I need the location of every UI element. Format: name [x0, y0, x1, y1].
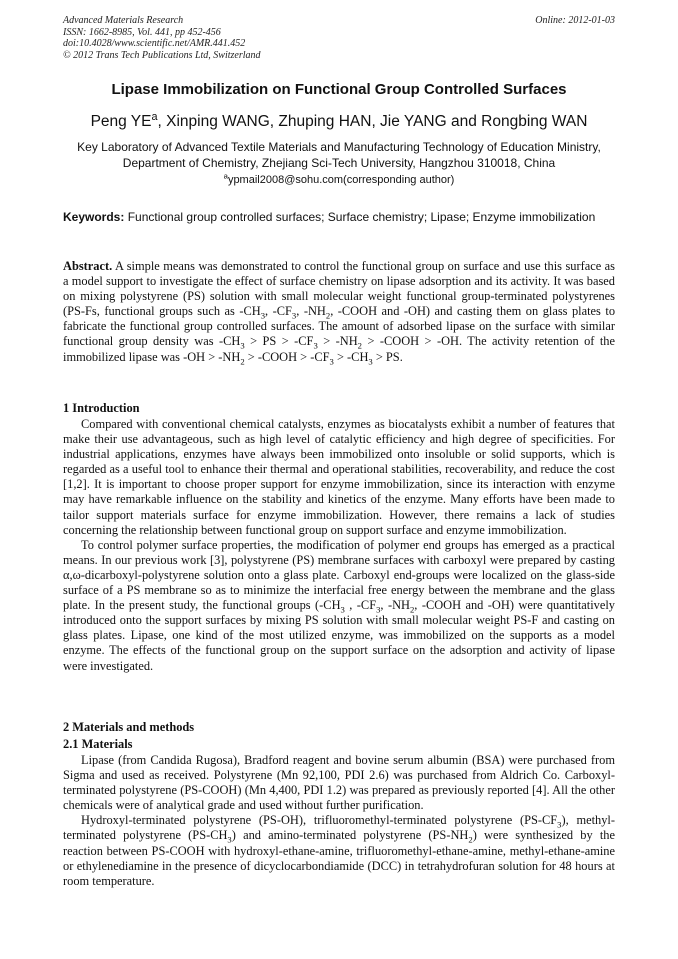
subscript: 2 — [357, 340, 362, 351]
section-heading-introduction: 1 Introduction — [63, 401, 140, 415]
subscript: 3 — [368, 356, 373, 367]
abstract — [63, 259, 615, 365]
abstract-text: > PS > -CF — [244, 334, 314, 349]
subscript: 3 — [313, 340, 318, 351]
materials-text: ), methyl-terminated polystyrene (PS-CH — [63, 813, 615, 843]
subscript: 3 — [329, 356, 334, 367]
subscript: 3 — [557, 819, 562, 830]
abstract-text: , -CF — [265, 304, 292, 319]
journal-issn: ISSN: 1662-8985, Vol. 441, pp 452-456 — [63, 26, 221, 38]
email-text: ypmail2008@sohu.com(corresponding author) — [227, 174, 455, 186]
abstract-text: , -NH — [296, 304, 326, 319]
journal-doi: doi:10.4028/www.scientific.net/AMR.441.452 — [63, 38, 246, 49]
abstract-text: > -CH — [333, 349, 369, 364]
abstract-text: > -NH — [317, 334, 358, 349]
intro-paragraph-2 — [63, 538, 615, 674]
materials-text: ) and amino-terminated polystyrene (PS-NH — [231, 828, 469, 843]
journal-name: Advanced Materials Research — [63, 15, 184, 26]
online-date: Online: 2012-01-03 — [535, 15, 615, 26]
subscript: 2 — [325, 310, 331, 321]
abstract-text: , -COOH and -OH) and casting them on glass plates to fabricate the functional group controlled surfaces. The amount of adsorbed lipase on the surface with similar functional group density was -CH — [63, 304, 616, 349]
subscript: 3 — [291, 310, 297, 321]
email-sup: a — [223, 171, 228, 181]
abstract-text: A simple means was demonstrated to control the functional group on surface and use this surface as a model support to investigate the effect of surface chemistry on lipase adsorption and its activity. It was based on mixing polystyrene (PS) solution with small molecular weight functional group-terminated polystyrenes (PS-Fs, functional groups such as -CH — [63, 259, 615, 319]
introduction-body — [63, 417, 615, 674]
author-rest: , Xinping WANG, Zhuping HAN, Jie YANG and Rongbing WAN — [157, 113, 588, 130]
intro-text: , -COOH and -OH) were quantitatively introduced onto the support surfaces by mixing PS solution with small molecular weight PS-F and casting on glass plates. Lipase, one kind of the most utilized enzyme, was immobilized on the supports as a model enzyme. The effects of the functional group on the support surface on the adsorption and activity of lipase were investigated. — [63, 598, 615, 673]
materials-text: Hydroxyl-terminated polystyrene (PS-OH), trifluoromethyl-terminated polystyrene (PS-CF — [81, 813, 558, 828]
abstract-text: > -COOH > -CF — [244, 349, 330, 364]
subscript: 2 — [240, 356, 245, 367]
intro-text: , -NH — [380, 598, 410, 613]
section-heading-methods: 2 Materials and methods — [63, 720, 195, 734]
intro-text: To control polymer surface properties, the modification of polymer end groups has emerged as a practical means. In our previous work [3], polystyrene (PS) membrane surfaces with carboxyl were prepared by casting α,ω-dicarboxyl-polystyrene solution onto a glass plate. Carboxyl end-groups were localized on the glass-side surface of a PS membrane so as to minimize the interfacial free energy between the membrane and the glass plate. In the present study, the functional groups (-CH — [63, 537, 615, 613]
subscript: 3 — [376, 604, 381, 615]
journal-copyright: © 2012 Trans Tech Publications Ltd, Switzerland — [63, 49, 261, 61]
affiliation — [63, 139, 615, 171]
affiliation-line2: Department of Chemistry, Zhejiang Sci-Tech University, Hangzhou 310018, China — [122, 156, 556, 170]
author-first-sup: a — [151, 110, 158, 123]
abstract-text: > -COOH > -OH. The activity retention of the immobilized lipase was -OH > -NH — [63, 334, 615, 364]
author-list — [63, 110, 615, 131]
author-first: Peng YE — [90, 113, 152, 130]
materials-paragraph-2 — [63, 813, 615, 888]
intro-text: , -CF — [344, 598, 377, 613]
abstract-text: > PS. — [372, 349, 403, 364]
keywords-text: Functional group controlled surfaces; Surface chemistry; Lipase; Enzyme immobilization — [124, 210, 596, 224]
journal-header — [63, 15, 615, 61]
paper-title: Lipase Immobilization on Functional Group Controlled Surfaces — [111, 81, 567, 98]
keywords-label: Keywords: — [63, 210, 125, 224]
subscript: 3 — [227, 834, 232, 845]
subsection-heading-materials: 2.1 Materials — [63, 737, 133, 751]
subscript: 2 — [468, 834, 473, 845]
abstract-label: Abstract. — [63, 259, 113, 273]
materials-body — [63, 753, 615, 889]
subscript: 2 — [409, 604, 415, 615]
subscript: 3 — [340, 604, 345, 615]
intro-paragraph-1: Compared with conventional chemical catalysts, enzymes as biocatalysts exhibit a number of features that make their use advantageous, such as high level of catalytic efficiency and high degree of specificities. For industrial applications, enzymes have always been immobilized onto insoluble or solid supports, which is regarded as a useful tool to enhance their thermal and operational stabilities, recoverability, and reduce the cost [1,2]. It is important to choose proper support for enzyme immobilization, since its interaction with enzyme may have remarkable influence on the stability and kinetics of the enzyme. Many efforts have been made to tailor support materials surface for enzyme immobilization. However, there remains a lack of studies concerning the relationship between functional group on support surface and enzyme immobilization. — [63, 417, 615, 537]
materials-paragraph-1: Lipase (from Candida Rugosa), Bradford reagent and bovine serum albumin (BSA) were purchased from Sigma and used as received. Polystyrene (Mn 92,100, PDI 2.6) was purchased from Aldrich Co. Carboxyl-terminated polystyrene (PS-COOH) (Mn 4,400, PDI 1.2) was prepared as previously reported [4]. All the other chemicals were of analytical grade and used without further purification. — [63, 753, 615, 813]
subscript: 3 — [240, 340, 245, 351]
materials-text: ) were synthesized by the reaction between PS-COOH with hydroxyl-ethane-amine, trifluoromethyl-ethane-amine, methyl-ethane-amine or ethylenediamine in the presence of dicyclocarbondiamide (DCC) in tetrahydrofuran solution for 48 hours at room temperature. — [63, 828, 615, 888]
subscript: 3 — [260, 310, 266, 321]
affiliation-line1: Key Laboratory of Advanced Textile Materials and Manufacturing Technology of Education Ministry, — [77, 140, 601, 154]
keywords — [63, 210, 615, 224]
corresponding-email — [63, 171, 615, 186]
